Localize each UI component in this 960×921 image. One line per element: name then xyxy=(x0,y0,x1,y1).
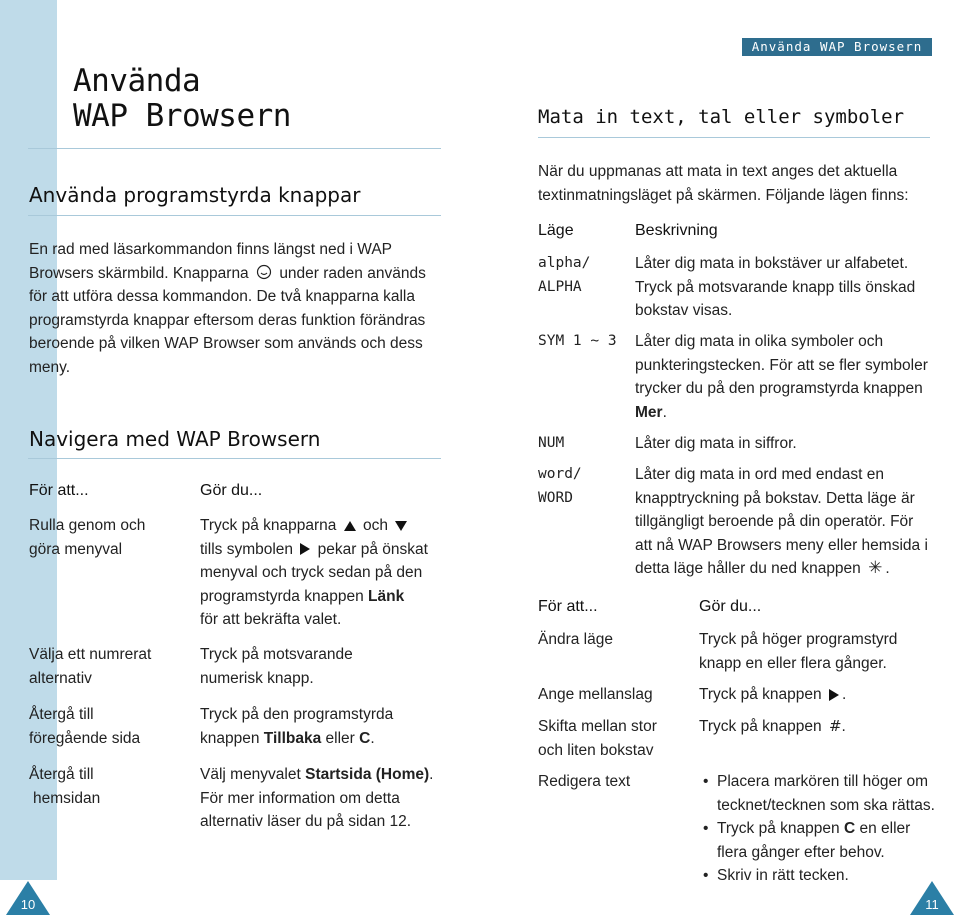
mode-sym-desc: Låter dig mata in olika symboler och punkteringstecken. För att se fler symboler trycker du på den programstyrda knappen Mer. xyxy=(635,333,928,421)
input-intro: När du uppmanas att mata in text anges det aktuella textinmatningsläget på skärmen. Följande lägen finns: xyxy=(538,163,909,204)
action-shift: Skifta mellan stor och liten bokstav xyxy=(538,718,657,759)
section-title-navigate: Navigera med WAP Browsern xyxy=(29,427,321,451)
mode-num: NUM xyxy=(538,435,565,451)
edit-bullet-list xyxy=(699,770,935,888)
nav-row-1-task: Rulla genom och göra menyval xyxy=(29,517,146,558)
action-change-mode: Ändra läge xyxy=(538,631,613,648)
mode-num-desc: Låter dig mata in siffror. xyxy=(635,435,797,452)
page-number-left: 10 xyxy=(6,881,50,915)
section-title-softkeys: Använda programstyrda knappar xyxy=(29,183,361,207)
page-number-right: 11 xyxy=(910,881,954,915)
pointer-right-icon xyxy=(300,543,310,555)
mode-alpha: alpha/ ALPHA xyxy=(538,255,591,295)
col-head-gor-du-right: Gör du... xyxy=(699,598,762,615)
mode-word: word/ WORD xyxy=(538,466,582,506)
section-title-input: Mata in text, tal eller symboler xyxy=(538,106,905,128)
action-shift-how: Tryck på knappen #. xyxy=(699,717,846,735)
soft-key-icon xyxy=(256,264,272,280)
action-space: Ange mellanslag xyxy=(538,686,653,703)
col-head-gor-du-left: Gör du... xyxy=(200,482,263,499)
action-space-how: Tryck på knappen . xyxy=(699,686,847,703)
action-change-mode-how: Tryck på höger programstyrd knapp en eller flera gånger. xyxy=(699,631,898,672)
right-arrow-icon xyxy=(829,689,839,701)
up-arrow-icon xyxy=(344,521,356,531)
hash-key-icon: # xyxy=(828,717,842,735)
chapter-rule xyxy=(28,148,441,149)
action-edit-how xyxy=(699,770,935,888)
mode-alpha-desc: Låter dig mata in bokstäver ur alfabetet. Tryck på motsvarande knapp tills önskad bokstav visas. xyxy=(635,255,916,319)
nav-row-2-action: Tryck på motsvarande numerisk knapp. xyxy=(200,646,353,687)
section-rule-input xyxy=(538,137,930,138)
nav-row-3-task: Återgå till föregående sida xyxy=(29,706,141,747)
down-arrow-icon xyxy=(395,521,407,531)
chapter-title-line2: WAP Browsern xyxy=(73,98,291,134)
nav-row-3-action: Tryck på den programstyrda knappen Tillbaka eller C. xyxy=(200,706,394,747)
nav-row-4-task: Återgå till hemsidan xyxy=(29,766,101,807)
edit-bullet-2: • Tryck på knappen C en eller flera gånger efter behov. xyxy=(717,817,935,864)
action-edit: Redigera text xyxy=(538,773,631,790)
running-head-text: Använda WAP Browsern xyxy=(751,39,923,54)
col-head-for-att-right: För att... xyxy=(538,598,598,615)
chapter-title xyxy=(73,64,291,134)
softkeys-paragraph: En rad med läsarkommandon finns längst ned i WAP Browsers skärmbild. Knapparna under raden används för att utföra dessa kommandon. De två knapparna kalla programstyrda knappar eftersom deras funktion förändras beroende på vilken WAP Browser som används och dess meny. xyxy=(29,241,426,376)
mode-word-desc: Låter dig mata in ord med endast en knapptryckning på bokstav. Detta läge är tillgängligt beroende på din operatör. För att nå WAP Browsers meny eller hemsida i detta läge håller du ned knappen ✳ . xyxy=(635,466,928,578)
col-head-for-att-left: För att... xyxy=(29,482,89,499)
nav-row-1-action: Tryck på knapparna och tills symbolen pekar på önskat menyval och tryck sedan på den programstyrda knappen Länk för att bekräfta valet. xyxy=(200,517,428,628)
section-rule-navigate xyxy=(28,458,441,459)
running-head xyxy=(742,38,932,56)
nav-row-2-task: Välja ett numrerat alternativ xyxy=(29,646,152,687)
edit-bullet-1: • Placera markören till höger om tecknet/tecknen som ska rättas. xyxy=(717,770,935,817)
section-rule-softkeys xyxy=(28,215,441,216)
mode-sym: SYM 1 ~ 3 xyxy=(538,333,617,349)
edit-bullet-3: • Skriv in rätt tecken. xyxy=(717,864,935,888)
star-key-icon: ✳ xyxy=(868,558,883,578)
chapter-title-line1: Använda xyxy=(73,63,201,99)
nav-row-4-action: Välj menyvalet Startsida (Home). För mer information om detta alternativ läser du på sidan 12. xyxy=(200,766,434,830)
col-head-mode: Läge xyxy=(538,222,574,239)
col-head-description: Beskrivning xyxy=(635,222,718,239)
